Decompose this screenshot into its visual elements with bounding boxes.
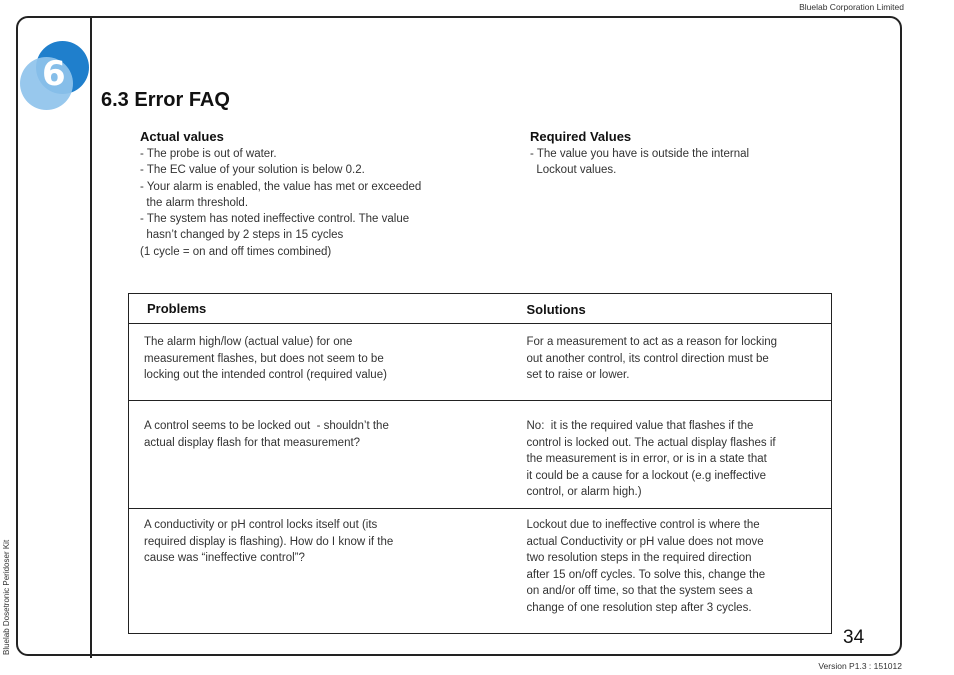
solution-line: For a measurement to act as a reason for locking — [526, 336, 778, 348]
problem-line: A conductivity or pH control locks itself out (its — [144, 519, 378, 531]
actual-values-line: - The system has noted ineffective control. The value — [140, 213, 410, 226]
margin-divider — [90, 16, 92, 658]
chapter-number: 6 — [42, 54, 66, 94]
section-title: 6.3 Error FAQ — [101, 89, 230, 111]
problem-line: cause was “ineffective control”? — [144, 552, 305, 564]
actual-values-line: - The EC value of your solution is below 0.2. — [140, 164, 365, 177]
actual-values-line: - The probe is out of water. — [140, 148, 277, 160]
page-number: 34 — [843, 627, 865, 648]
solutions-header: Solutions — [527, 294, 832, 324]
solution-line: two resolution steps in the required direction — [526, 552, 752, 564]
version-label: Version P1.3 : 151012 — [818, 661, 902, 671]
solution-cell — [527, 509, 832, 634]
solution-line: on and/or off time, so that the system sees a — [526, 585, 753, 597]
solution-line: actual Conductivity or pH value does not move — [526, 535, 764, 548]
actual-values-line: - Your alarm is enabled, the value has met or exceeded — [140, 180, 422, 193]
faq-table — [128, 293, 832, 634]
solution-line: it could be a cause for a lockout (e.g ineffective — [526, 469, 767, 482]
solution-line: set to raise or lower. — [526, 369, 630, 381]
table-row — [129, 324, 832, 401]
required-values-line: - The value you have is outside the internal — [530, 148, 750, 160]
actual-values-line: the alarm threshold. — [140, 196, 249, 209]
actual-values-line: hasn’t changed by 2 steps in 15 cycles — [140, 229, 344, 242]
required-values-list — [530, 146, 830, 179]
problem-line: measurement flashes, but does not seem to be — [144, 352, 384, 365]
actual-values-heading: Actual values — [140, 129, 224, 144]
actual-values-block — [140, 129, 480, 260]
problem-line: A control seems to be locked out - shouldn’t the — [144, 420, 389, 432]
table-row — [129, 509, 832, 634]
problem-line: actual display flash for that measurement? — [144, 436, 361, 449]
solution-cell — [527, 401, 832, 509]
table-row — [129, 401, 832, 509]
company-name: Bluelab Corporation Limited — [799, 2, 904, 12]
solution-line: out another control, its control direction must be — [526, 352, 769, 365]
required-values-heading: Required Values — [530, 129, 632, 144]
solution-line: Lockout due to ineffective control is where the — [526, 519, 760, 531]
solution-line: control, or alarm high.) — [526, 486, 642, 498]
solution-line: control is locked out. The actual display flashes if — [526, 436, 776, 449]
chapter-badge — [20, 40, 92, 112]
problem-line: required display is flashing). How do I know if the — [144, 535, 394, 548]
problems-header: Problems — [129, 294, 527, 324]
problem-cell — [129, 401, 527, 509]
side-document-label: Bluelab Dosetronic Peridoser Kit — [2, 539, 11, 655]
problem-cell — [129, 324, 527, 401]
problem-cell — [129, 509, 527, 634]
problem-line: The alarm high/low (actual value) for one — [144, 336, 353, 348]
solution-line: after 15 on/off cycles. To solve this, change the — [526, 568, 766, 581]
required-values-block — [530, 129, 830, 179]
solution-line: No: it is the required value that flashes if the — [526, 420, 754, 432]
solution-line: the measurement is in error, or is in a state that — [526, 453, 767, 465]
solution-cell — [527, 324, 832, 401]
actual-values-line: (1 cycle = on and off times combined) — [140, 245, 332, 258]
problem-line: locking out the intended control (required value) — [144, 369, 387, 381]
actual-values-list — [140, 146, 480, 260]
required-values-line: Lockout values. — [530, 164, 617, 177]
solution-line: change of one resolution step after 3 cycles. — [526, 601, 752, 614]
